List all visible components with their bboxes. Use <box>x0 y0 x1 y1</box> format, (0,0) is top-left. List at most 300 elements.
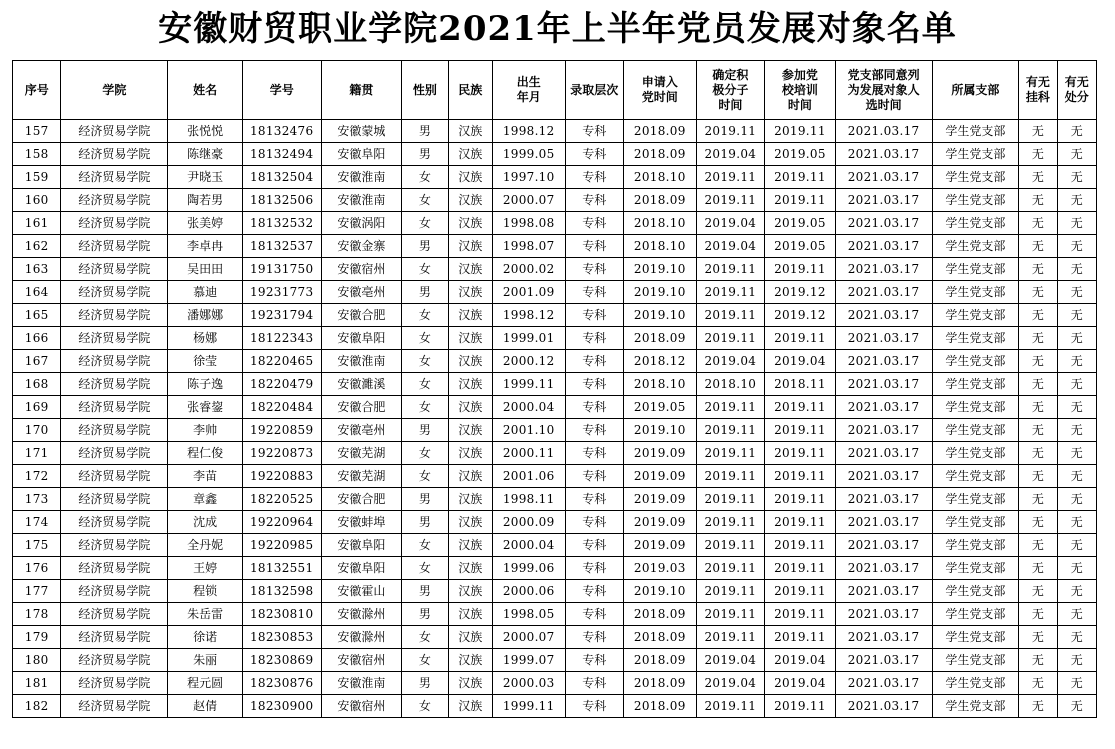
table-cell: 182 <box>13 695 61 718</box>
table-cell: 女 <box>402 626 448 649</box>
column-header: 姓名 <box>168 61 243 120</box>
table-cell: 安徽宿州 <box>321 258 402 281</box>
table-cell: 2021.03.17 <box>835 373 932 396</box>
table-cell: 18220465 <box>242 350 321 373</box>
table-cell: 专科 <box>565 281 623 304</box>
table-cell: 无 <box>1057 396 1096 419</box>
table-cell: 无 <box>1057 672 1096 695</box>
table-cell: 2021.03.17 <box>835 396 932 419</box>
table-cell: 学生党支部 <box>932 465 1019 488</box>
table-cell: 无 <box>1019 281 1057 304</box>
table-cell: 2019.11 <box>765 626 836 649</box>
table-cell: 无 <box>1057 235 1096 258</box>
table-cell: 2018.09 <box>623 189 696 212</box>
table-cell: 汉族 <box>448 396 492 419</box>
table-row <box>13 235 1097 258</box>
table-cell: 经济贸易学院 <box>61 695 168 718</box>
table-cell: 专科 <box>565 166 623 189</box>
table-cell: 2019.09 <box>623 534 696 557</box>
table-cell: 2019.11 <box>696 120 765 143</box>
table-cell: 无 <box>1057 511 1096 534</box>
table-cell: 安徽淮南 <box>321 166 402 189</box>
table-cell: 2021.03.17 <box>835 557 932 580</box>
table-cell: 陶若男 <box>168 189 243 212</box>
table-cell: 专科 <box>565 419 623 442</box>
table-cell: 2018.10 <box>623 166 696 189</box>
table-cell: 2000.02 <box>492 258 565 281</box>
table-row <box>13 580 1097 603</box>
table-cell: 女 <box>402 557 448 580</box>
table-cell: 2021.03.17 <box>835 304 932 327</box>
table-cell: 2019.10 <box>623 304 696 327</box>
table-cell: 专科 <box>565 189 623 212</box>
table-cell: 男 <box>402 672 448 695</box>
table-cell: 2019.12 <box>765 281 836 304</box>
table-cell: 学生党支部 <box>932 304 1019 327</box>
table-row <box>13 488 1097 511</box>
table-cell: 李卓冉 <box>168 235 243 258</box>
table-cell: 2018.10 <box>623 235 696 258</box>
table-cell: 安徽滁州 <box>321 603 402 626</box>
table-cell: 专科 <box>565 580 623 603</box>
table-cell: 2019.11 <box>696 626 765 649</box>
table-cell: 157 <box>13 120 61 143</box>
table-cell: 19220883 <box>242 465 321 488</box>
table-cell: 2019.11 <box>696 327 765 350</box>
table-cell: 2021.03.17 <box>835 488 932 511</box>
table-cell: 2018.09 <box>623 327 696 350</box>
table-cell: 2019.04 <box>765 649 836 672</box>
table-cell: 程元圆 <box>168 672 243 695</box>
table-cell: 2019.09 <box>623 442 696 465</box>
table-cell: 经济贸易学院 <box>61 488 168 511</box>
table-cell: 无 <box>1057 534 1096 557</box>
table-cell: 学生党支部 <box>932 396 1019 419</box>
table-cell: 安徽合肥 <box>321 488 402 511</box>
table-cell: 男 <box>402 511 448 534</box>
table-cell: 175 <box>13 534 61 557</box>
table-cell: 安徽合肥 <box>321 396 402 419</box>
table-row <box>13 212 1097 235</box>
table-cell: 2019.03 <box>623 557 696 580</box>
table-cell: 2019.05 <box>765 212 836 235</box>
table-cell: 无 <box>1057 488 1096 511</box>
table-cell: 学生党支部 <box>932 695 1019 718</box>
table-cell: 学生党支部 <box>932 488 1019 511</box>
table-cell: 2019.11 <box>765 258 836 281</box>
table-cell: 汉族 <box>448 511 492 534</box>
table-cell: 无 <box>1057 557 1096 580</box>
table-cell: 汉族 <box>448 350 492 373</box>
table-cell: 汉族 <box>448 695 492 718</box>
table-row <box>13 189 1097 212</box>
table-cell: 2018.09 <box>623 672 696 695</box>
table-cell: 汉族 <box>448 120 492 143</box>
table-cell: 无 <box>1019 580 1057 603</box>
table-cell: 无 <box>1019 649 1057 672</box>
table-cell: 2019.11 <box>696 442 765 465</box>
table-cell: 无 <box>1019 695 1057 718</box>
table-cell: 女 <box>402 695 448 718</box>
table-cell: 无 <box>1019 350 1057 373</box>
table-cell: 2018.10 <box>696 373 765 396</box>
table-cell: 无 <box>1057 373 1096 396</box>
table-cell: 女 <box>402 258 448 281</box>
table-cell: 无 <box>1019 603 1057 626</box>
table-cell: 经济贸易学院 <box>61 603 168 626</box>
table-cell: 2019.11 <box>696 189 765 212</box>
table-cell: 汉族 <box>448 235 492 258</box>
table-cell: 经济贸易学院 <box>61 120 168 143</box>
table-cell: 无 <box>1057 166 1096 189</box>
table-cell: 男 <box>402 580 448 603</box>
table-cell: 学生党支部 <box>932 189 1019 212</box>
table-cell: 学生党支部 <box>932 258 1019 281</box>
table-cell: 汉族 <box>448 649 492 672</box>
table-cell: 2021.03.17 <box>835 695 932 718</box>
table-cell: 杨娜 <box>168 327 243 350</box>
table-cell: 慕迪 <box>168 281 243 304</box>
table-row <box>13 396 1097 419</box>
table-cell: 2019.11 <box>765 465 836 488</box>
table-cell: 无 <box>1057 304 1096 327</box>
table-cell: 2001.09 <box>492 281 565 304</box>
table-row <box>13 511 1097 534</box>
table-cell: 2019.11 <box>765 603 836 626</box>
table-cell: 178 <box>13 603 61 626</box>
table-row <box>13 166 1097 189</box>
table-cell: 学生党支部 <box>932 580 1019 603</box>
table-row <box>13 258 1097 281</box>
table-cell: 2021.03.17 <box>835 350 932 373</box>
table-cell: 18132598 <box>242 580 321 603</box>
table-cell: 2019.11 <box>765 120 836 143</box>
table-cell: 无 <box>1057 465 1096 488</box>
table-cell: 19231794 <box>242 304 321 327</box>
table-cell: 经济贸易学院 <box>61 534 168 557</box>
table-cell: 经济贸易学院 <box>61 212 168 235</box>
column-header: 籍贯 <box>321 61 402 120</box>
table-cell: 男 <box>402 419 448 442</box>
table-cell: 2021.03.17 <box>835 534 932 557</box>
table-cell: 2019.04 <box>696 235 765 258</box>
table-cell: 无 <box>1057 603 1096 626</box>
table-row <box>13 304 1097 327</box>
table-cell: 女 <box>402 327 448 350</box>
table-cell: 安徽蚌埠 <box>321 511 402 534</box>
table-cell: 18132506 <box>242 189 321 212</box>
table-cell: 163 <box>13 258 61 281</box>
table-cell: 女 <box>402 212 448 235</box>
page-title: 安徽财贸职业学院2021年上半年党员发展对象名单 <box>158 9 957 49</box>
table-cell: 汉族 <box>448 143 492 166</box>
table-cell: 2019.05 <box>765 143 836 166</box>
table-cell: 安徽芜湖 <box>321 465 402 488</box>
table-cell: 学生党支部 <box>932 511 1019 534</box>
column-header: 序号 <box>13 61 61 120</box>
column-header: 申请入 党时间 <box>623 61 696 120</box>
table-cell: 2021.03.17 <box>835 419 932 442</box>
table-cell: 2000.09 <box>492 511 565 534</box>
table-row <box>13 442 1097 465</box>
table-cell: 男 <box>402 143 448 166</box>
table-cell: 19220964 <box>242 511 321 534</box>
table-cell: 18132537 <box>242 235 321 258</box>
table-cell: 经济贸易学院 <box>61 396 168 419</box>
table-cell: 汉族 <box>448 189 492 212</box>
table-cell: 180 <box>13 649 61 672</box>
table-cell: 2019.04 <box>696 672 765 695</box>
table-cell: 2019.09 <box>623 511 696 534</box>
table-row <box>13 419 1097 442</box>
table-cell: 18230853 <box>242 626 321 649</box>
table-cell: 2018.10 <box>623 373 696 396</box>
table-cell: 安徽阜阳 <box>321 327 402 350</box>
table-cell: 学生党支部 <box>932 672 1019 695</box>
table-cell: 女 <box>402 304 448 327</box>
table-cell: 18220484 <box>242 396 321 419</box>
table-cell: 无 <box>1019 511 1057 534</box>
table-cell: 无 <box>1019 557 1057 580</box>
table-cell: 179 <box>13 626 61 649</box>
table-cell: 2018.09 <box>623 120 696 143</box>
table-cell: 无 <box>1019 327 1057 350</box>
table-cell: 男 <box>402 603 448 626</box>
table-cell: 1999.05 <box>492 143 565 166</box>
table-cell: 173 <box>13 488 61 511</box>
table-cell: 学生党支部 <box>932 419 1019 442</box>
table-cell: 女 <box>402 442 448 465</box>
table-cell: 2001.10 <box>492 419 565 442</box>
table-cell: 18220479 <box>242 373 321 396</box>
table-cell: 19220859 <box>242 419 321 442</box>
column-header: 参加党 校培训 时间 <box>765 61 836 120</box>
table-cell: 2021.03.17 <box>835 258 932 281</box>
table-cell: 学生党支部 <box>932 373 1019 396</box>
table-row <box>13 649 1097 672</box>
table-cell: 专科 <box>565 649 623 672</box>
table-cell: 专科 <box>565 465 623 488</box>
table-cell: 王婷 <box>168 557 243 580</box>
column-header: 学院 <box>61 61 168 120</box>
table-cell: 172 <box>13 465 61 488</box>
table-cell: 2019.11 <box>765 189 836 212</box>
table-cell: 无 <box>1019 465 1057 488</box>
table-cell: 1999.11 <box>492 695 565 718</box>
table-cell: 18122343 <box>242 327 321 350</box>
table-cell: 19220985 <box>242 534 321 557</box>
member-roster-table <box>12 60 1097 718</box>
table-cell: 2019.11 <box>696 396 765 419</box>
table-cell: 2021.03.17 <box>835 511 932 534</box>
table-cell: 女 <box>402 373 448 396</box>
table-cell: 安徽滁州 <box>321 626 402 649</box>
table-cell: 18132551 <box>242 557 321 580</box>
table-cell: 汉族 <box>448 327 492 350</box>
table-cell: 安徽芜湖 <box>321 442 402 465</box>
table-cell: 2019.11 <box>765 695 836 718</box>
table-cell: 安徽涡阳 <box>321 212 402 235</box>
table-row <box>13 672 1097 695</box>
table-cell: 2019.10 <box>623 258 696 281</box>
table-cell: 2021.03.17 <box>835 580 932 603</box>
table-cell: 无 <box>1019 534 1057 557</box>
table-cell: 1999.11 <box>492 373 565 396</box>
table-cell: 安徽濉溪 <box>321 373 402 396</box>
table-cell: 2021.03.17 <box>835 327 932 350</box>
table-cell: 朱岳雷 <box>168 603 243 626</box>
table-cell: 19131750 <box>242 258 321 281</box>
table-cell: 2019.04 <box>765 350 836 373</box>
table-cell: 女 <box>402 166 448 189</box>
table-cell: 安徽淮南 <box>321 189 402 212</box>
table-cell: 专科 <box>565 672 623 695</box>
table-cell: 2019.11 <box>696 511 765 534</box>
table-cell: 专科 <box>565 373 623 396</box>
table-cell: 1998.05 <box>492 603 565 626</box>
table-row <box>13 143 1097 166</box>
table-cell: 经济贸易学院 <box>61 350 168 373</box>
table-cell: 学生党支部 <box>932 603 1019 626</box>
table-cell: 经济贸易学院 <box>61 465 168 488</box>
table-cell: 安徽宿州 <box>321 649 402 672</box>
table-cell: 经济贸易学院 <box>61 626 168 649</box>
table-row <box>13 603 1097 626</box>
table-cell: 专科 <box>565 143 623 166</box>
column-header: 党支部同意列 为发展对象人 选时间 <box>835 61 932 120</box>
table-cell: 167 <box>13 350 61 373</box>
table-cell: 潘娜娜 <box>168 304 243 327</box>
table-row <box>13 465 1097 488</box>
table-cell: 学生党支部 <box>932 649 1019 672</box>
table-cell: 专科 <box>565 442 623 465</box>
table-cell: 女 <box>402 189 448 212</box>
table-cell: 无 <box>1019 672 1057 695</box>
table-cell: 2000.04 <box>492 534 565 557</box>
table-cell: 2000.12 <box>492 350 565 373</box>
table-cell: 1998.12 <box>492 120 565 143</box>
table-row <box>13 281 1097 304</box>
table-cell: 18132476 <box>242 120 321 143</box>
table-cell: 女 <box>402 649 448 672</box>
table-cell: 2019.11 <box>765 557 836 580</box>
table-cell: 2019.11 <box>696 258 765 281</box>
table-cell: 1997.10 <box>492 166 565 189</box>
table-cell: 经济贸易学院 <box>61 442 168 465</box>
table-cell: 2021.03.17 <box>835 120 932 143</box>
table-cell: 汉族 <box>448 488 492 511</box>
table-row <box>13 327 1097 350</box>
table-cell: 2000.07 <box>492 189 565 212</box>
table-cell: 158 <box>13 143 61 166</box>
table-cell: 2019.12 <box>765 304 836 327</box>
column-header: 民族 <box>448 61 492 120</box>
table-cell: 171 <box>13 442 61 465</box>
table-cell: 男 <box>402 281 448 304</box>
table-cell: 18230810 <box>242 603 321 626</box>
table-cell: 2019.10 <box>623 419 696 442</box>
table-cell: 学生党支部 <box>932 626 1019 649</box>
table-cell: 女 <box>402 350 448 373</box>
table-cell: 2021.03.17 <box>835 672 932 695</box>
table-cell: 无 <box>1019 304 1057 327</box>
table-cell: 165 <box>13 304 61 327</box>
table-cell: 经济贸易学院 <box>61 189 168 212</box>
table-cell: 张美婷 <box>168 212 243 235</box>
table-row <box>13 695 1097 718</box>
table-cell: 2021.03.17 <box>835 189 932 212</box>
table-cell: 无 <box>1057 120 1096 143</box>
table-cell: 无 <box>1057 695 1096 718</box>
table-cell: 安徽宿州 <box>321 695 402 718</box>
table-cell: 无 <box>1019 258 1057 281</box>
table-cell: 无 <box>1057 281 1096 304</box>
column-header: 有无 处分 <box>1057 61 1096 120</box>
table-cell: 专科 <box>565 695 623 718</box>
table-cell: 2021.03.17 <box>835 235 932 258</box>
table-cell: 男 <box>402 120 448 143</box>
table-cell: 安徽蒙城 <box>321 120 402 143</box>
table-cell: 汉族 <box>448 580 492 603</box>
table-cell: 经济贸易学院 <box>61 143 168 166</box>
table-cell: 无 <box>1057 649 1096 672</box>
table-cell: 学生党支部 <box>932 327 1019 350</box>
table-cell: 学生党支部 <box>932 143 1019 166</box>
table-cell: 吴田田 <box>168 258 243 281</box>
table-cell: 2019.10 <box>623 281 696 304</box>
table-cell: 无 <box>1057 442 1096 465</box>
table-cell: 经济贸易学院 <box>61 649 168 672</box>
column-header: 录取层次 <box>565 61 623 120</box>
table-cell: 尹晓玉 <box>168 166 243 189</box>
table-cell: 无 <box>1019 626 1057 649</box>
table-cell: 无 <box>1019 396 1057 419</box>
table-cell: 学生党支部 <box>932 534 1019 557</box>
table-cell: 159 <box>13 166 61 189</box>
table-cell: 汉族 <box>448 534 492 557</box>
table-cell: 无 <box>1057 580 1096 603</box>
table-cell: 学生党支部 <box>932 442 1019 465</box>
table-cell: 18230876 <box>242 672 321 695</box>
table-cell: 2018.10 <box>623 212 696 235</box>
table-cell: 19220873 <box>242 442 321 465</box>
table-cell: 2021.03.17 <box>835 465 932 488</box>
table-cell: 张悦悦 <box>168 120 243 143</box>
table-cell: 程锁 <box>168 580 243 603</box>
table-cell: 汉族 <box>448 373 492 396</box>
table-cell: 经济贸易学院 <box>61 235 168 258</box>
table-cell: 2021.03.17 <box>835 626 932 649</box>
table-cell: 2019.11 <box>696 304 765 327</box>
table-cell: 162 <box>13 235 61 258</box>
table-cell: 学生党支部 <box>932 350 1019 373</box>
table-cell: 无 <box>1019 212 1057 235</box>
table-cell: 166 <box>13 327 61 350</box>
table-cell: 安徽霍山 <box>321 580 402 603</box>
column-header: 性别 <box>402 61 448 120</box>
table-cell: 2019.11 <box>765 327 836 350</box>
table-cell: 女 <box>402 396 448 419</box>
table-cell: 18132532 <box>242 212 321 235</box>
table-cell: 汉族 <box>448 626 492 649</box>
table-cell: 李苗 <box>168 465 243 488</box>
table-cell: 2018.09 <box>623 649 696 672</box>
table-cell: 章鑫 <box>168 488 243 511</box>
table-cell: 170 <box>13 419 61 442</box>
table-cell: 无 <box>1057 258 1096 281</box>
table-cell: 安徽亳州 <box>321 281 402 304</box>
table-cell: 汉族 <box>448 672 492 695</box>
